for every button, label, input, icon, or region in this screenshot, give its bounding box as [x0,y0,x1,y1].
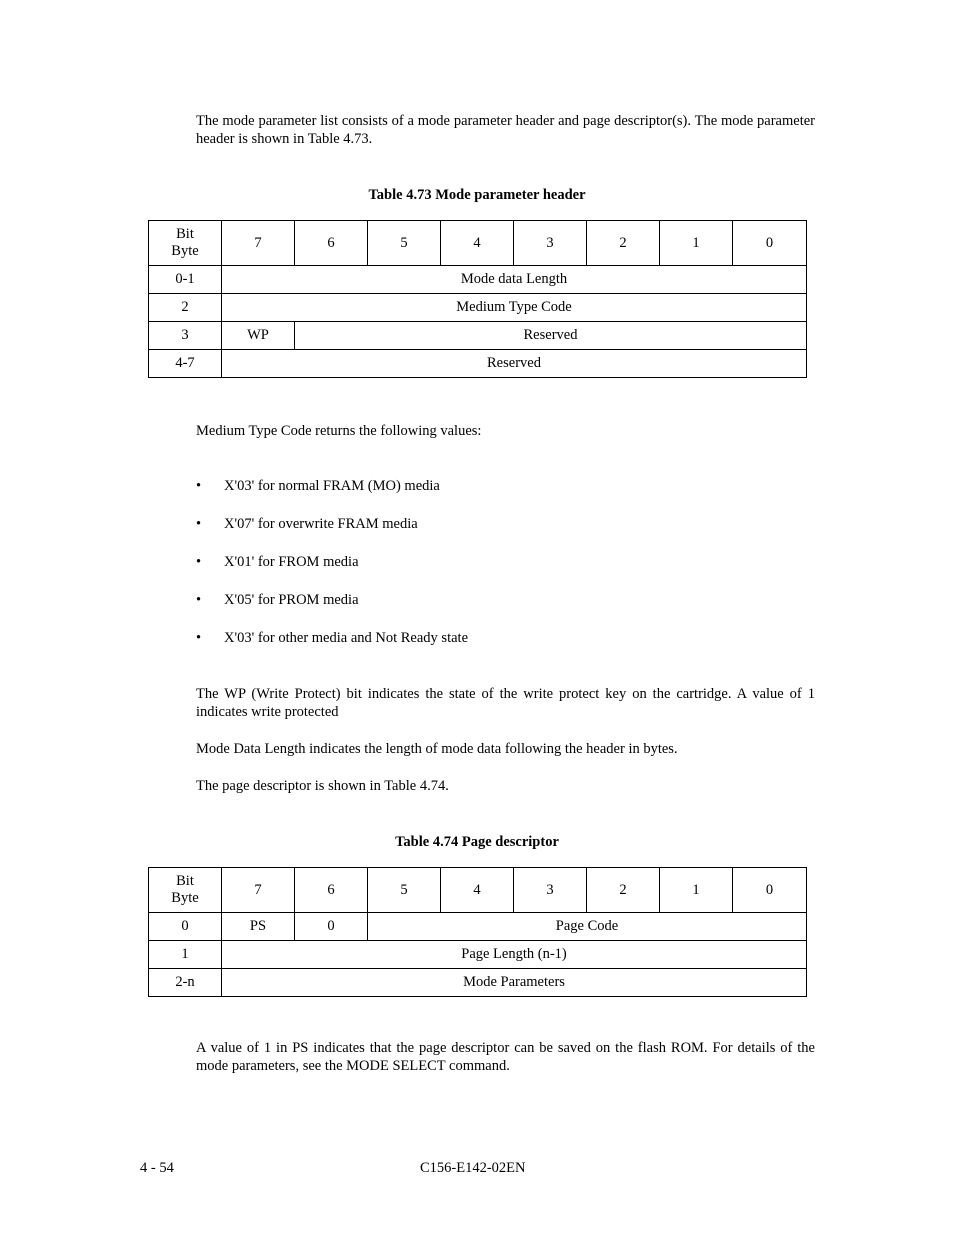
page-descriptor-table [148,867,807,997]
medium-type-intro: Medium Type Code returns the following values: [196,423,482,439]
bit-4: 4 [441,868,514,913]
bit-7: 7 [222,221,295,266]
intro-paragraph: The mode parameter list consists of a mode parameter header and page descriptor(s). The mode parameter header is shown in Table 4.73. [196,113,815,147]
byte-cell: 4-7 [149,350,222,378]
field-cell: Page Code [368,913,807,941]
table-row [149,969,807,997]
bullet-icon: • [196,592,202,608]
table-row [149,266,807,294]
bullet-icon: • [196,554,202,570]
field-cell: Reserved [222,350,807,378]
mode-data-length-paragraph: Mode Data Length indicates the length of mode data following the header in bytes. [196,741,678,757]
list-item-text: X'01' for FROM media [224,554,359,570]
bit-2: 2 [587,868,660,913]
byte-cell: 0-1 [149,266,222,294]
bit-6: 6 [295,868,368,913]
field-cell: Reserved [295,322,807,350]
bullet-icon: • [196,478,202,494]
table-header-row [149,221,807,266]
document-code: C156-E142-02EN [420,1160,526,1176]
byte-cell: 0 [149,913,222,941]
page-number: 4 - 54 [140,1160,174,1176]
byte-label: Byte [171,243,199,259]
list-item-text: X'03' for other media and Not Ready state [224,630,469,646]
table-row [149,941,807,969]
byte-cell: 2 [149,294,222,322]
bit-3: 3 [514,868,587,913]
wp-paragraph: The WP (Write Protect) bit indicates the state of the write protect key on the cartridge. A value of 1 indicates write protected [196,686,815,720]
table-row [149,913,807,941]
byte-cell: 2-n [149,969,222,997]
bit-byte-cell [149,221,222,266]
mode-parameter-header-table [148,220,807,378]
page-descriptor-intro: The page descriptor is shown in Table 4.74. [196,778,449,794]
list-item [196,553,468,591]
list-item-text: X'07' for overwrite FRAM media [224,516,418,532]
list-item [196,477,468,515]
bit-5: 5 [368,868,441,913]
bit-2: 2 [587,221,660,266]
wp-cell: WP [222,322,295,350]
bit-label: Bit [176,873,194,889]
field-cell: Mode data Length [222,266,807,294]
table-row [149,350,807,378]
byte-cell: 1 [149,941,222,969]
field-cell: Page Length (n-1) [222,941,807,969]
medium-type-list [196,477,468,667]
bit-7: 7 [222,868,295,913]
table-4-74-caption: Table 4.74 Page descriptor [395,834,559,850]
bit-5: 5 [368,221,441,266]
table-header-row [149,868,807,913]
bit-byte-cell [149,868,222,913]
ps-paragraph: A value of 1 in PS indicates that the page descriptor can be saved on the flash ROM. For details of the mode parameters, see the MODE SELECT command. [196,1040,815,1074]
table-4-73-caption: Table 4.73 Mode parameter header [368,187,586,203]
bit-1: 1 [660,868,733,913]
list-item-text: X'03' for normal FRAM (MO) media [224,478,440,494]
bit-0: 0 [733,868,807,913]
zero-bit-cell: 0 [295,913,368,941]
byte-cell: 3 [149,322,222,350]
byte-label: Byte [171,890,199,906]
list-item [196,515,468,553]
bit-3: 3 [514,221,587,266]
field-cell: Mode Parameters [222,969,807,997]
bit-6: 6 [295,221,368,266]
list-item [196,591,468,629]
table-row [149,294,807,322]
table-row [149,322,807,350]
bit-1: 1 [660,221,733,266]
bit-label: Bit [176,226,194,242]
list-item [196,629,468,667]
field-cell: Medium Type Code [222,294,807,322]
bullet-icon: • [196,516,202,532]
bit-4: 4 [441,221,514,266]
bullet-icon: • [196,630,202,646]
bit-0: 0 [733,221,807,266]
ps-cell: PS [222,913,295,941]
list-item-text: X'05' for PROM media [224,592,359,608]
